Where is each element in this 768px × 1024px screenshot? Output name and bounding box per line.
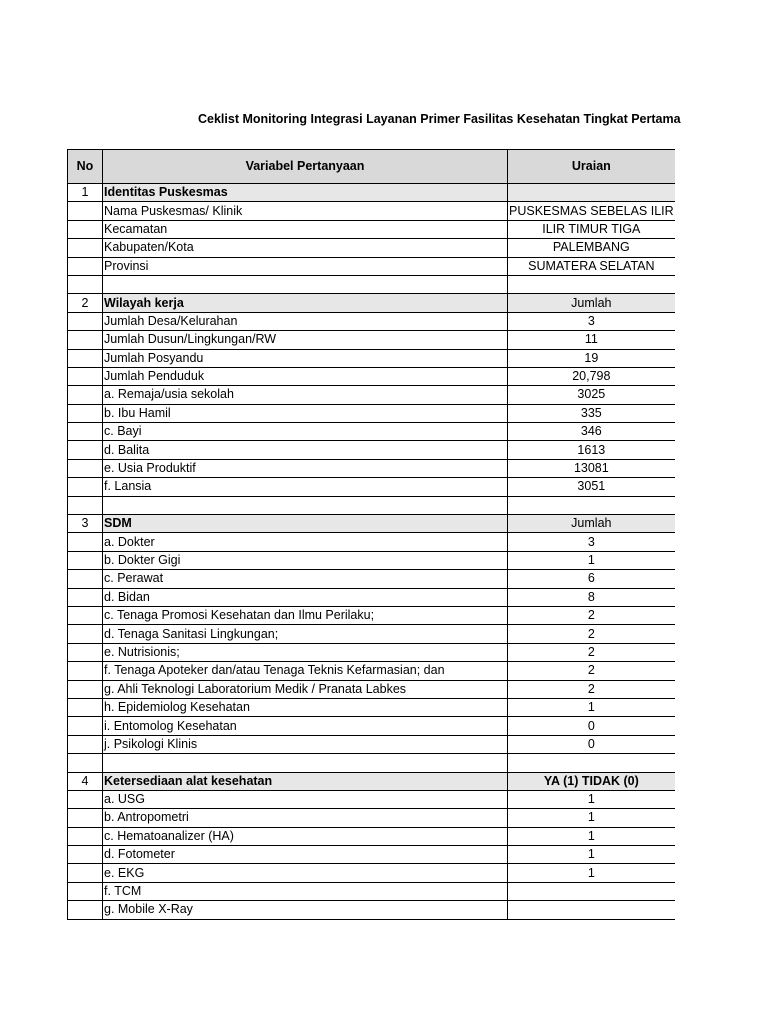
value-cell: 335	[508, 404, 675, 422]
row-number	[68, 312, 103, 330]
row-number	[68, 551, 103, 569]
row-number	[68, 717, 103, 735]
row-number	[68, 423, 103, 441]
variable-cell: h. Epidemiolog Kesehatan	[103, 698, 508, 716]
table-row	[68, 239, 675, 257]
value-cell: 1	[508, 827, 675, 845]
table-row	[68, 367, 675, 385]
row-number	[68, 680, 103, 698]
value-cell: 3051	[508, 478, 675, 496]
table-row	[68, 441, 675, 459]
row-number: 4	[68, 772, 103, 790]
variable-cell: e. Nutrisionis;	[103, 643, 508, 661]
table-row	[68, 827, 675, 845]
value-cell: 2	[508, 606, 675, 624]
table-row	[68, 459, 675, 477]
header-value: Uraian	[508, 150, 675, 184]
row-number	[68, 275, 103, 293]
value-cell: 13081	[508, 459, 675, 477]
value-cell: Jumlah	[508, 515, 675, 533]
table-row	[68, 220, 675, 238]
table-row	[68, 312, 675, 330]
variable-cell: SDM	[103, 515, 508, 533]
value-cell: Jumlah	[508, 294, 675, 312]
variable-cell: Jumlah Desa/Kelurahan	[103, 312, 508, 330]
row-number	[68, 606, 103, 624]
variable-cell: Wilayah kerja	[103, 294, 508, 312]
variable-cell: g. Mobile X-Ray	[103, 901, 508, 919]
variable-cell: Kecamatan	[103, 220, 508, 238]
table-row	[68, 662, 675, 680]
value-cell: 1	[508, 551, 675, 569]
variable-cell: b. Antropometri	[103, 809, 508, 827]
row-number	[68, 533, 103, 551]
value-cell: 346	[508, 423, 675, 441]
variable-cell: Jumlah Dusun/Lingkungan/RW	[103, 331, 508, 349]
row-number	[68, 220, 103, 238]
variable-cell: Jumlah Posyandu	[103, 349, 508, 367]
value-cell: 11	[508, 331, 675, 349]
value-cell: 0	[508, 735, 675, 753]
table-row	[68, 882, 675, 900]
table-row	[68, 901, 675, 919]
table-row	[68, 790, 675, 808]
value-cell: 1	[508, 846, 675, 864]
value-cell: PUSKESMAS SEBELAS ILIR	[508, 202, 675, 220]
table-row	[68, 735, 675, 753]
table-row	[68, 588, 675, 606]
value-cell	[508, 275, 675, 293]
table-row	[68, 551, 675, 569]
row-number	[68, 790, 103, 808]
variable-cell: c. Bayi	[103, 423, 508, 441]
section-row	[68, 515, 675, 533]
variable-cell: a. USG	[103, 790, 508, 808]
table-row	[68, 423, 675, 441]
table-row	[68, 570, 675, 588]
row-number: 2	[68, 294, 103, 312]
table-row	[68, 349, 675, 367]
value-cell: ILIR TIMUR TIGA	[508, 220, 675, 238]
table-row	[68, 202, 675, 220]
value-cell: PALEMBANG	[508, 239, 675, 257]
row-number	[68, 809, 103, 827]
row-number: 3	[68, 515, 103, 533]
variable-cell	[103, 275, 508, 293]
row-number	[68, 496, 103, 514]
row-number	[68, 846, 103, 864]
variable-cell: g. Ahli Teknologi Laboratorium Medik / Pranata Labkes	[103, 680, 508, 698]
value-cell	[508, 882, 675, 900]
variable-cell: Identitas Puskesmas	[103, 184, 508, 202]
section-row	[68, 184, 675, 202]
variable-cell: a. Remaja/usia sekolah	[103, 386, 508, 404]
value-cell: 19	[508, 349, 675, 367]
table-row	[68, 625, 675, 643]
value-cell: 2	[508, 680, 675, 698]
value-cell	[508, 754, 675, 772]
row-number	[68, 570, 103, 588]
table-row	[68, 846, 675, 864]
value-cell	[508, 901, 675, 919]
variable-cell	[103, 754, 508, 772]
variable-cell: d. Tenaga Sanitasi Lingkungan;	[103, 625, 508, 643]
table-row	[68, 386, 675, 404]
value-cell: 1	[508, 864, 675, 882]
table-row	[68, 698, 675, 716]
row-number	[68, 588, 103, 606]
row-number	[68, 239, 103, 257]
blank-row	[68, 496, 675, 514]
table-row	[68, 680, 675, 698]
table-row	[68, 533, 675, 551]
value-cell: 2	[508, 643, 675, 661]
table-body	[68, 150, 675, 920]
variable-cell: e. EKG	[103, 864, 508, 882]
row-number	[68, 404, 103, 422]
row-number	[68, 735, 103, 753]
row-number	[68, 202, 103, 220]
header-row	[68, 150, 675, 184]
variable-cell: d. Balita	[103, 441, 508, 459]
row-number	[68, 367, 103, 385]
value-cell: 1	[508, 809, 675, 827]
value-cell: 2	[508, 662, 675, 680]
value-cell: 3025	[508, 386, 675, 404]
variable-cell: c. Perawat	[103, 570, 508, 588]
header-variable: Variabel Pertanyaan	[103, 150, 508, 184]
blank-row	[68, 275, 675, 293]
row-number: 1	[68, 184, 103, 202]
value-cell: 6	[508, 570, 675, 588]
variable-cell: a. Dokter	[103, 533, 508, 551]
variable-cell: Nama Puskesmas/ Klinik	[103, 202, 508, 220]
variable-cell: e. Usia Produktif	[103, 459, 508, 477]
row-number	[68, 882, 103, 900]
value-cell: 3	[508, 312, 675, 330]
row-number	[68, 386, 103, 404]
value-cell: 1	[508, 698, 675, 716]
value-cell: 1613	[508, 441, 675, 459]
checklist-table	[67, 149, 675, 920]
row-number	[68, 643, 103, 661]
table-row	[68, 864, 675, 882]
variable-cell: d. Bidan	[103, 588, 508, 606]
section-row	[68, 294, 675, 312]
document-title: Ceklist Monitoring Integrasi Layanan Primer Fasilitas Kesehatan Tingkat Pertama	[198, 112, 681, 126]
value-cell: 20,798	[508, 367, 675, 385]
row-number	[68, 331, 103, 349]
table-row	[68, 606, 675, 624]
value-cell: 8	[508, 588, 675, 606]
variable-cell: i. Entomolog Kesehatan	[103, 717, 508, 735]
table-row	[68, 404, 675, 422]
row-number	[68, 827, 103, 845]
value-cell	[508, 496, 675, 514]
row-number	[68, 901, 103, 919]
value-cell: 3	[508, 533, 675, 551]
row-number	[68, 662, 103, 680]
variable-cell: j. Psikologi Klinis	[103, 735, 508, 753]
row-number	[68, 864, 103, 882]
variable-cell: Provinsi	[103, 257, 508, 275]
table-row	[68, 717, 675, 735]
variable-cell: f. Tenaga Apoteker dan/atau Tenaga Teknis Kefarmasian; dan	[103, 662, 508, 680]
header-no: No	[68, 150, 103, 184]
value-cell: 1	[508, 790, 675, 808]
variable-cell: Kabupaten/Kota	[103, 239, 508, 257]
table-row	[68, 331, 675, 349]
row-number	[68, 625, 103, 643]
value-cell	[508, 184, 675, 202]
value-cell: 2	[508, 625, 675, 643]
row-number	[68, 478, 103, 496]
row-number	[68, 459, 103, 477]
variable-cell	[103, 496, 508, 514]
variable-cell: c. Tenaga Promosi Kesehatan dan Ilmu Perilaku;	[103, 606, 508, 624]
row-number	[68, 698, 103, 716]
variable-cell: b. Ibu Hamil	[103, 404, 508, 422]
value-cell: YA (1) TIDAK (0)	[508, 772, 675, 790]
variable-cell: d. Fotometer	[103, 846, 508, 864]
variable-cell: f. Lansia	[103, 478, 508, 496]
variable-cell: Jumlah Penduduk	[103, 367, 508, 385]
row-number	[68, 441, 103, 459]
variable-cell: c. Hematoanalizer (HA)	[103, 827, 508, 845]
row-number	[68, 349, 103, 367]
row-number	[68, 754, 103, 772]
table-row	[68, 809, 675, 827]
value-cell: 0	[508, 717, 675, 735]
value-cell: SUMATERA SELATAN	[508, 257, 675, 275]
blank-row	[68, 754, 675, 772]
table-row	[68, 643, 675, 661]
section-row	[68, 772, 675, 790]
variable-cell: b. Dokter Gigi	[103, 551, 508, 569]
variable-cell: Ketersediaan alat kesehatan	[103, 772, 508, 790]
table-row	[68, 257, 675, 275]
row-number	[68, 257, 103, 275]
table-row	[68, 478, 675, 496]
variable-cell: f. TCM	[103, 882, 508, 900]
